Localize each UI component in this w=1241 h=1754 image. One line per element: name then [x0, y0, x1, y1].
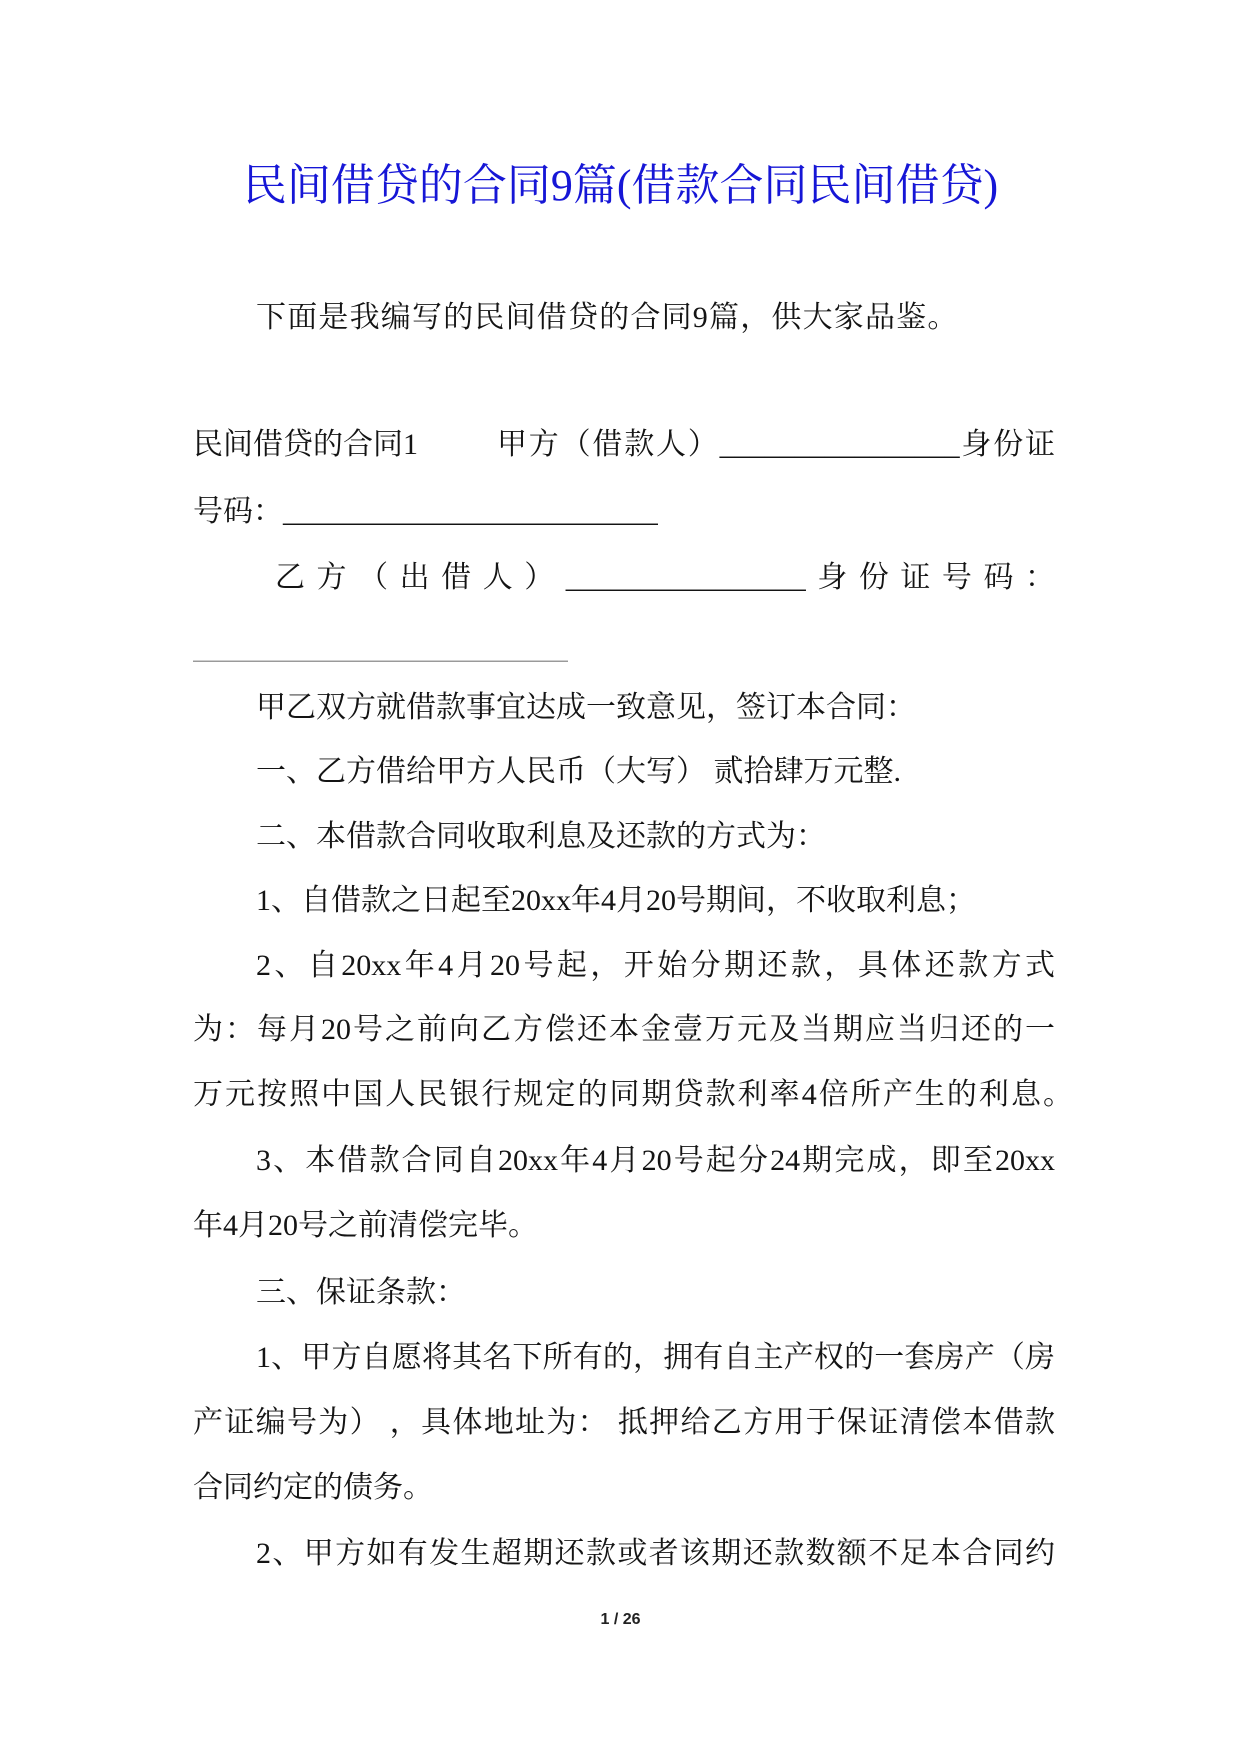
party-b-id-blank: _________________________ [193, 632, 568, 665]
clause-two-item-2: 2、自20xx年4月20号起，开始分期还款，具体还款方式 [256, 949, 1055, 982]
text-line: 合同约定的债务。 [193, 1471, 433, 1504]
text-line: 万元按照中国人民银行规定的同期贷款利率4倍所产生的利息。 [193, 1078, 1073, 1111]
clause-one: 一、乙方借给甲方人民币（大写） 贰拾肆万元整. [256, 755, 901, 788]
text-line: 为：每月20号之前向乙方偿还本金壹万元及当期应当归还的一 [193, 1013, 1055, 1046]
page-title: 民间借贷的合同9篇(借款合同民间借贷) [242, 161, 999, 210]
clause-two-item-3: 3、本借款合同自20xx年4月20号起分24期完成，即至20xx [256, 1144, 1055, 1177]
contract-label: 民间借贷的合同1 [193, 428, 418, 461]
clause-two: 二、本借款合同收取利息及还款的方式为： [256, 820, 826, 853]
clause-three-item-2: 2、甲方如有发生超期还款或者该期还款数额不足本合同约 [256, 1537, 1055, 1570]
clause-three: 三、保证条款： [256, 1276, 466, 1309]
text-line: 产证编号为） ，具体地址为： 抵押给乙方用于保证清偿本借款 [193, 1406, 1055, 1439]
party-a-line: 甲方（借款人）________________身份证 [497, 428, 1055, 461]
text-line: 年4月20号之前清偿完毕。 [193, 1209, 538, 1242]
clause-three-item-1: 1、甲方自愿将其名下所有的，拥有自主产权的一套房产（房 [256, 1341, 1055, 1374]
intro-paragraph: 下面是我编写的民间借贷的合同9篇，供大家品鉴。 [256, 301, 959, 334]
party-b-line: 乙方（出借人）________________身份证号码： [275, 561, 1055, 594]
text-line: 甲乙双方就借款事宜达成一致意见，签订本合同： [256, 691, 916, 724]
clause-two-item-1: 1、自借款之日起至20xx年4月20号期间，不收取利息； [256, 884, 976, 917]
page-number: 1 / 26 [600, 1611, 641, 1628]
party-a-id-line: 号码：_________________________ [193, 495, 658, 528]
